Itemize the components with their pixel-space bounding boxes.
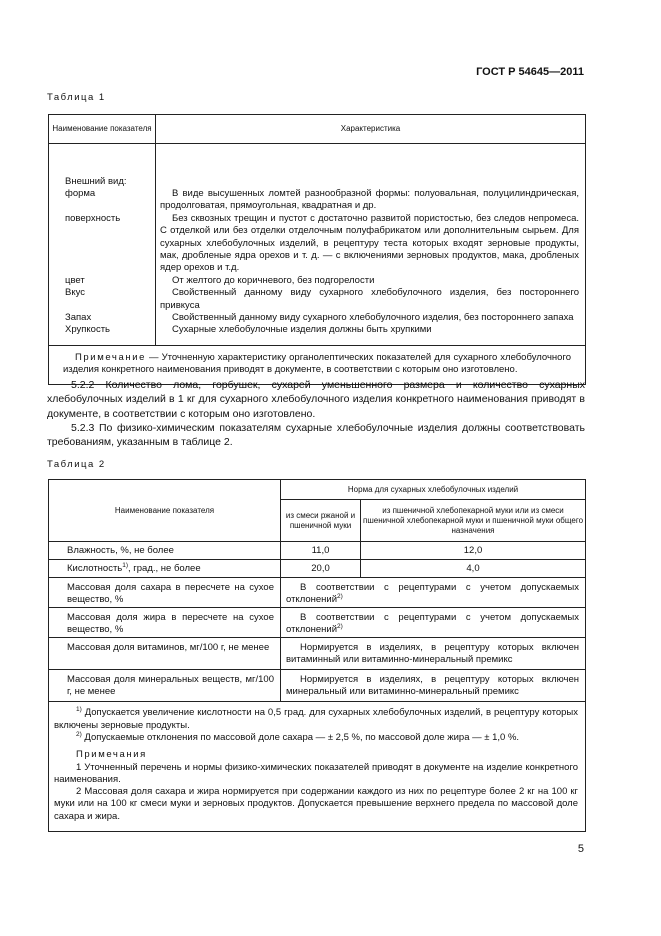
appearance-label: Внешний вид: [65,176,127,187]
minerals-norm: Нормируется в изделиях, в рецептуру которых включен минеральный или витаминно-минеральный премикс [281,670,586,702]
vitamins-norm: Нормируется в изделиях, в рецептуру которых включен витаминный или витаминно-минеральный премикс [281,638,586,670]
table1-row-text: От желтого до коричневого, без подгорелости [172,274,375,286]
acidity-rye: 20,0 [281,560,361,578]
table2-notes [49,702,586,832]
table2-caption: Таблица 2 [47,459,106,470]
note-text: — Уточненную характеристику органолептических показателей для сухарного хлебобулочного изделия конкретного наименования приводят в документе, в соответствии с которым оно изготовлено. [63,351,571,376]
table1-row-text: Сухарные хлебобулочные изделия должны быть хрупкими [172,324,432,336]
table-row [49,542,586,560]
note-label: Примечание [75,351,146,363]
table-row [49,608,586,638]
body-text [47,378,585,449]
table1-row-text: Свойственный данному виду сухарного хлебобулочного изделия, без постороннего запаха [172,312,574,324]
fat-label: Массовая доля жира в пересчете на сухое вещество, % [49,608,281,638]
table1-row-name: поверхность [49,213,156,275]
footnote-mark: 2) [337,592,343,600]
table-row [49,275,586,287]
table-row [49,213,586,275]
acidity-label: Кислотность$^{1)}$, град., не более [49,560,281,578]
table1-row-text: В виде высушенных ломтей разнообразной формы: полуовальная, полуцилиндрическая, продолговатая, прямоугольная, квадратная и др. [160,188,579,212]
table-row [49,638,586,670]
table-row [49,287,586,312]
sugar-label: Массовая доля сахара в пересчете на сухое вещество, % [49,578,281,608]
acidity-wheat: 4,0 [361,560,586,578]
table1-row-name: Хрупкость [49,324,156,345]
table-row [49,312,586,324]
table-row [49,578,586,608]
table1-row-name [49,144,156,213]
moisture-label: Влажность, %, не более [49,542,281,560]
table1 [48,114,586,385]
table1-header-characteristic: Характеристика [156,115,586,144]
sugar-norm: В соответствии с рецептурами с учетом допускаемых отклонений$^{2)}$ [281,578,586,608]
table1-row-text: Без сквозных трещин и пустот с достаточно развитой пористостью, без следов непромеса. С отделкой или без отделки отделочным полуфабрикатом или дополнительным сырьем. Для сухарных хлебобулочных изделий, в рецептуру теста которых входят зерновые продукты, мак, дробленые ядра орехов и т. д. — с включениями зерновых продуктов, мака, дробленых ядер орехов и т.д. [160,212,579,274]
table2-header-name: Наименование показателя [49,480,281,542]
table-row [49,324,586,345]
page-number: 5 [577,843,584,855]
standard-number: ГОСТ Р 54645—2011 [476,66,584,78]
minerals-label: Массовая доля минеральных веществ, мг/100 г, не менее [49,670,281,702]
fat-norm: В соответствии с рецептурами с учетом допускаемых отклонений$^{2)}$ [281,608,586,638]
table1-row-name: Запах [49,312,156,324]
paragraph-5-2-3: 5.2.3 По физико-химическим показателям сухарные хлебобулочные изделия должны соответствовать требованиям, указанным в таблице 2. [47,421,585,449]
table1-row-text: Свойственный данному виду сухарного хлебобулочного изделия, без постороннего привкуса [160,287,579,311]
table1-header-name: Наименование показателя [49,115,156,144]
footnote-mark: 2) [337,622,343,630]
table-row [49,144,586,213]
notes-title: Примечания [76,749,147,761]
table-row [49,670,586,702]
note-1: 1 Уточненный перечень и нормы физико-химических показателей приводят в документе на изделие конкретного наименования. [54,761,579,785]
table2-header-wheat: из пшеничной хлебопекарной муки или из смеси пшеничной хлебопекарной муки и пшеничной муки общего назначения [361,500,586,542]
moisture-wheat: 12,0 [361,542,586,560]
footnote-mark: 1) [122,562,129,569]
table2 [48,479,586,832]
shape-label: форма [65,188,96,200]
table2-header-norm: Норма для сухарных хлебобулочных изделий [281,480,586,500]
table1-row-name: Вкус [49,287,156,312]
note-2: 2 Массовая доля сахара и жира нормируется при содержании каждого из них по рецептуре более 2 кг на 100 кг муки или на 100 кг смеси муки и зерновых продуктов. Допускается превышение верхнего предела по массовой доле сахара и жира. [54,786,579,822]
footnote-1: $^{1)}$ Допускается увеличение кислотности на 0,5 град. для сухарных хлебобулочных изделий, в рецептуру которых включены зерновые продукты. [54,706,579,731]
paragraph-5-2-2: 5.2.2 Количество лома, горбушек, сухарей уменьшенного размера и количество сухарных хлебобулочных изделий в 1 кг для сухарного хлебобулочного изделия конкретного наименования приводят в документе, в соответствии с которым оно изготовлено. [47,379,585,420]
vitamins-label: Массовая доля витаминов, мг/100 г, не менее [49,638,281,670]
table1-row-name: цвет [49,275,156,287]
moisture-rye: 11,0 [281,542,361,560]
footnote-2: $^{2)}$ Допускаемые отклонения по массовой доле сахара — ± 2,5 %, по массовой доле жира — ± 1,0 %. [76,730,520,743]
table-row [49,560,586,578]
table1-caption: Таблица 1 [47,92,106,103]
table2-header-rye: из смеси ржаной и пшеничной муки [281,500,361,542]
